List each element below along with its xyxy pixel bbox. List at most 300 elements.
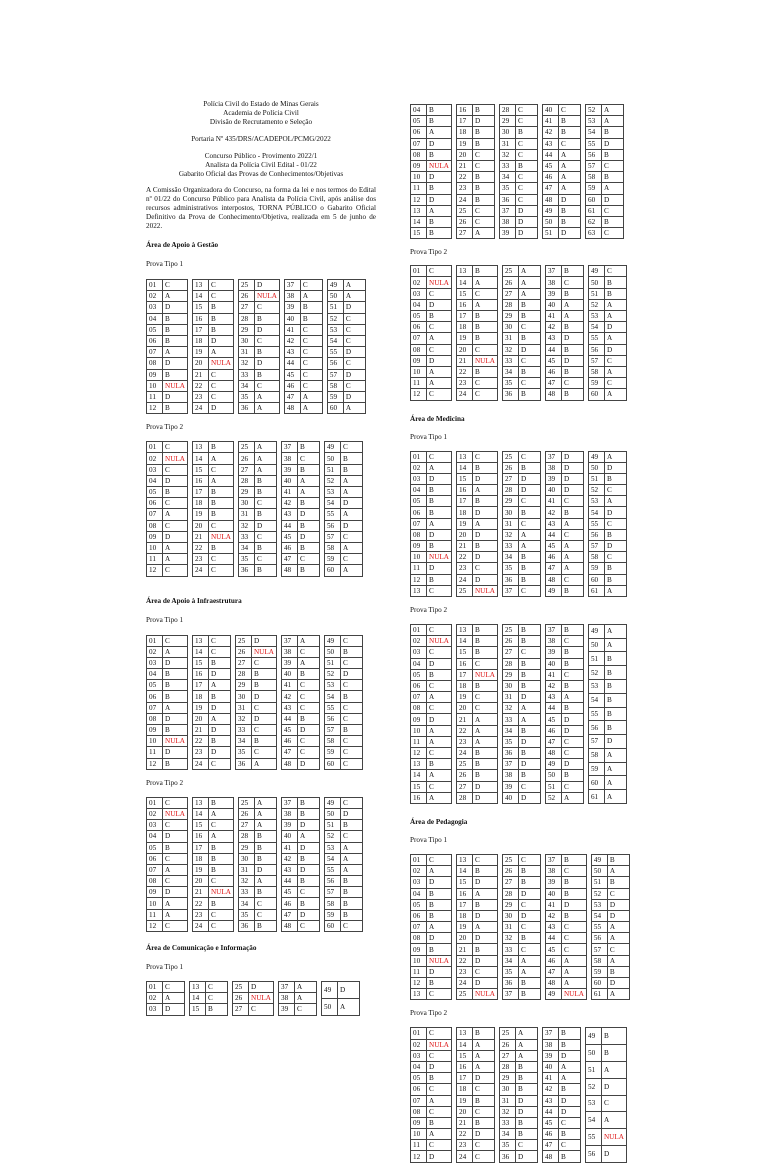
answer-row (192, 324, 233, 335)
question-number: 22 (192, 736, 208, 747)
answer-row (502, 725, 540, 736)
answer-row (281, 909, 319, 920)
answer-row (499, 194, 537, 205)
answer-grid (146, 279, 376, 414)
answer-value: B (561, 507, 583, 518)
answer-value: C (163, 797, 188, 808)
answer-value: B (604, 563, 626, 574)
answer-row (588, 624, 626, 638)
answer-value: A (163, 509, 188, 520)
answer-row (502, 680, 540, 691)
answer-value: C (427, 1028, 452, 1039)
answer-value: A (208, 475, 233, 486)
question-number: 25 (238, 280, 254, 291)
answer-value: A (601, 1112, 626, 1129)
answer-value: C (251, 725, 276, 736)
answer-row (588, 529, 626, 540)
question-number: 53 (588, 496, 604, 507)
question-number: 38 (278, 993, 294, 1004)
question-number: 37 (499, 205, 515, 216)
answer-row (238, 403, 279, 414)
answer-row (411, 748, 452, 759)
answer-value: B (254, 509, 276, 520)
answer-value: B (472, 899, 497, 910)
question-number: 17 (192, 680, 208, 691)
answer-value: C (300, 380, 322, 391)
question-number: 31 (238, 864, 254, 875)
answer-grid (146, 635, 376, 770)
question-number: 19 (192, 864, 208, 875)
answer-row (411, 160, 452, 171)
question-number: 51 (324, 657, 340, 668)
question-number: 60 (324, 565, 340, 576)
question-number: 02 (411, 1039, 427, 1050)
answer-row (411, 1106, 452, 1117)
answer-value: C (427, 1140, 452, 1151)
area-heading: Área de Comunicação e Informação (146, 944, 257, 952)
answer-value: B (254, 487, 276, 498)
question-number: 13 (456, 854, 472, 865)
answer-value: C (294, 1004, 316, 1015)
answer-value: B (297, 464, 319, 475)
answer-row (545, 552, 583, 563)
answer-row (499, 138, 537, 149)
answer-value: C (297, 747, 319, 758)
answer-value: C (427, 322, 452, 333)
answer-row (456, 462, 497, 473)
question-number: 15 (411, 228, 427, 239)
question-number: 59 (324, 554, 340, 565)
answer-value: C (515, 138, 537, 149)
answer-value: A (607, 989, 629, 1000)
answer-value: D (518, 792, 540, 803)
question-number: 45 (284, 369, 300, 380)
answer-value: B (297, 520, 319, 531)
answer-row (324, 820, 362, 831)
answer-value: A (558, 183, 580, 194)
answer-row (324, 542, 362, 553)
question-number: 24 (192, 920, 208, 931)
question-number: 53 (588, 311, 604, 322)
question-number: 39 (284, 302, 300, 313)
answer-row (192, 853, 233, 864)
answer-row (147, 487, 188, 498)
answer-value: C (561, 748, 583, 759)
question-number: 50 (588, 462, 604, 473)
answer-row (502, 518, 540, 529)
answer-row (324, 831, 362, 842)
answer-value: C (427, 647, 452, 658)
answer-value: D (472, 473, 497, 484)
answer-value: C (427, 585, 452, 596)
answer-row (588, 721, 626, 735)
answer-value: C (601, 228, 623, 239)
answer-row (499, 1073, 537, 1084)
answer-row (456, 680, 497, 691)
question-number: 05 (147, 842, 163, 853)
answer-row (456, 160, 494, 171)
answer-value: D (515, 1095, 537, 1106)
question-number: 57 (588, 541, 604, 552)
answer-value: C (297, 554, 319, 565)
answer-value: B (427, 669, 452, 680)
answer-row (147, 797, 188, 808)
question-number: 49 (324, 797, 340, 808)
answer-row (238, 313, 279, 324)
answer-row (238, 898, 276, 909)
answer-row (411, 955, 452, 966)
answer-row (545, 866, 586, 877)
answer-value: A (561, 541, 583, 552)
question-number: 05 (411, 899, 427, 910)
answer-value: B (427, 944, 452, 955)
answer-row (588, 666, 626, 680)
answer-value: C (208, 565, 233, 576)
answer-value: C (297, 920, 319, 931)
answer-row (499, 127, 537, 138)
answer-value: A (163, 702, 188, 713)
answer-value: D (607, 899, 629, 910)
question-number: 38 (502, 770, 518, 781)
answer-value: A (254, 808, 276, 819)
answer-row (324, 565, 362, 576)
answer-row (411, 1129, 452, 1140)
answer-value: B (297, 876, 319, 887)
answer-row (591, 989, 629, 1000)
answer-row (456, 1084, 494, 1095)
question-number: 51 (585, 1061, 601, 1078)
answer-value: NULA (249, 993, 274, 1004)
answer-row (324, 853, 362, 864)
question-number: 31 (499, 138, 515, 149)
answer-value: B (427, 910, 452, 921)
answer-row (588, 462, 626, 473)
answer-value: B (472, 624, 497, 635)
answer-row (147, 691, 188, 702)
answer-row (456, 781, 497, 792)
answer-row (545, 266, 583, 277)
answer-row (284, 280, 322, 291)
question-number: 16 (456, 105, 472, 116)
answer-row (147, 475, 188, 486)
question-number: 08 (147, 520, 163, 531)
answer-value: A (601, 1061, 626, 1078)
answer-value: C (518, 854, 540, 865)
answer-value: C (163, 498, 188, 509)
answer-row (588, 266, 626, 277)
answer-row (545, 922, 586, 933)
question-number: 40 (281, 669, 297, 680)
answer-row (585, 1078, 626, 1095)
answer-value: C (208, 820, 233, 831)
answer-row (502, 966, 540, 977)
answer-row (545, 473, 583, 484)
question-number: 34 (238, 542, 254, 553)
question-number: 43 (545, 333, 561, 344)
answer-value: D (340, 520, 362, 531)
answer-row (456, 1129, 494, 1140)
question-number: 30 (235, 691, 251, 702)
answer-value: C (472, 658, 497, 669)
answer-row (411, 966, 452, 977)
answer-value: A (297, 635, 319, 646)
answer-value: C (208, 520, 233, 531)
question-number: 37 (545, 451, 561, 462)
answer-row (238, 820, 276, 831)
question-number: 32 (238, 876, 254, 887)
document-header (146, 100, 376, 179)
question-number: 50 (321, 998, 337, 1015)
answer-value: A (518, 714, 540, 725)
answer-value: A (294, 993, 316, 1004)
answer-group (324, 441, 363, 576)
answer-value: D (518, 888, 540, 899)
answer-row (411, 462, 452, 473)
question-number: 38 (281, 453, 297, 464)
answer-row (588, 735, 626, 749)
question-number: 25 (502, 451, 518, 462)
answer-row (456, 541, 497, 552)
answer-value: B (254, 853, 276, 864)
question-number: 11 (147, 554, 163, 565)
question-number: 06 (147, 335, 163, 346)
answer-row (456, 228, 494, 239)
question-number: 54 (324, 691, 340, 702)
answer-row (278, 1004, 316, 1015)
question-number: 37 (278, 982, 294, 993)
question-number: 30 (502, 910, 518, 921)
question-number: 59 (588, 762, 604, 776)
answer-row (502, 507, 540, 518)
answer-row (238, 391, 279, 402)
question-number: 46 (545, 725, 561, 736)
question-number: 04 (147, 475, 163, 486)
answer-row (588, 518, 626, 529)
answer-row (502, 922, 540, 933)
question-number: 37 (281, 635, 297, 646)
answer-value: B (558, 1028, 580, 1039)
answer-value: C (254, 531, 276, 542)
answer-value: B (297, 542, 319, 553)
answer-row (411, 944, 452, 955)
answer-row (588, 299, 626, 310)
answer-value: D (561, 355, 583, 366)
answer-row (545, 736, 583, 747)
answer-row (542, 216, 580, 227)
answer-value: C (300, 369, 322, 380)
question-number: 12 (411, 194, 427, 205)
answer-value: A (427, 692, 452, 703)
answer-value: A (427, 205, 452, 216)
question-number: 51 (591, 877, 607, 888)
answer-value: B (427, 311, 452, 322)
answer-row (411, 910, 452, 921)
answer-value: B (254, 887, 276, 898)
question-number: 01 (411, 451, 427, 462)
answer-group (456, 854, 498, 1000)
answer-row (502, 541, 540, 552)
answer-value: B (163, 324, 188, 335)
question-number: 50 (585, 1045, 601, 1062)
answer-row (502, 344, 540, 355)
question-number: 54 (585, 127, 601, 138)
question-number: 39 (281, 820, 297, 831)
answer-value: B (601, 1028, 626, 1045)
answer-value: A (607, 922, 629, 933)
answer-value: B (604, 277, 626, 288)
answer-row (545, 933, 586, 944)
answer-row (499, 1061, 537, 1072)
question-number: 40 (284, 313, 300, 324)
answer-value: D (472, 1129, 494, 1140)
answer-value: C (297, 736, 319, 747)
answer-value: C (163, 982, 185, 993)
question-number: 60 (324, 758, 340, 769)
answer-value: C (340, 797, 362, 808)
answer-value: B (561, 877, 586, 888)
answer-value: D (297, 725, 319, 736)
answer-value: A (300, 403, 322, 414)
answer-value: D (163, 475, 188, 486)
answer-value: D (472, 978, 497, 989)
answer-value: D (297, 842, 319, 853)
answer-row (411, 759, 452, 770)
question-number: 39 (281, 464, 297, 475)
answer-row (284, 313, 322, 324)
answer-row (456, 116, 494, 127)
question-number: 16 (192, 313, 208, 324)
answer-group (502, 854, 541, 1000)
answer-value: A (558, 149, 580, 160)
question-number: 53 (585, 1095, 601, 1112)
question-number: 53 (585, 116, 601, 127)
answer-value: B (427, 485, 452, 496)
question-number: 05 (147, 487, 163, 498)
answer-row (233, 993, 274, 1004)
answer-value: A (558, 172, 580, 183)
question-number: 04 (147, 669, 163, 680)
answer-row (502, 333, 540, 344)
question-number: 11 (411, 1140, 427, 1151)
answer-row (238, 853, 276, 864)
question-number: 28 (238, 313, 254, 324)
answer-row (281, 520, 319, 531)
answer-group (456, 451, 498, 597)
question-number: 50 (542, 216, 558, 227)
question-number: 30 (502, 322, 518, 333)
answer-value: A (427, 1129, 452, 1140)
question-number: 34 (499, 1129, 515, 1140)
question-number: 16 (192, 831, 208, 842)
question-number: 40 (542, 105, 558, 116)
answer-value: C (300, 335, 322, 346)
question-number: 24 (456, 574, 472, 585)
answer-row (147, 646, 188, 657)
answer-row (545, 389, 583, 400)
question-number: 27 (238, 302, 254, 313)
answer-row (542, 149, 580, 160)
question-number: 20 (456, 1106, 472, 1117)
answer-value: D (427, 1061, 452, 1072)
answer-row (411, 574, 452, 585)
answer-value: C (604, 518, 626, 529)
answer-grid (410, 104, 640, 239)
answer-value: D (254, 864, 276, 875)
answer-value: B (604, 288, 626, 299)
question-number: 15 (411, 781, 427, 792)
answer-value: C (163, 876, 188, 887)
question-number: 12 (147, 920, 163, 931)
answer-row (192, 657, 230, 668)
answer-row (588, 680, 626, 694)
answer-row (411, 736, 452, 747)
answer-group (146, 441, 188, 576)
answer-group (585, 1027, 627, 1162)
answer-row (411, 978, 452, 989)
answer-value: A (208, 453, 233, 464)
answer-value: B (604, 693, 626, 707)
answer-value: B (518, 725, 540, 736)
answer-value: NULA (163, 736, 188, 747)
answer-row (456, 703, 497, 714)
answer-value: C (427, 389, 452, 400)
answer-row (281, 635, 319, 646)
answer-row (456, 877, 497, 888)
answer-value: C (472, 344, 497, 355)
answer-row (411, 888, 452, 899)
answer-value: B (472, 194, 494, 205)
answer-row (238, 380, 279, 391)
answer-row (456, 955, 497, 966)
question-number: 45 (281, 531, 297, 542)
answer-row (545, 888, 586, 899)
answer-value: C (208, 758, 230, 769)
answer-value: C (472, 703, 497, 714)
answer-value: C (340, 747, 362, 758)
question-number: 24 (192, 565, 208, 576)
answer-row (456, 770, 497, 781)
answer-row (456, 944, 497, 955)
question-number: 47 (284, 391, 300, 402)
answer-value: D (208, 747, 230, 758)
answer-value: A (340, 842, 362, 853)
answer-row (456, 138, 494, 149)
answer-row (456, 1028, 494, 1039)
answer-row (502, 888, 540, 899)
question-number: 16 (192, 475, 208, 486)
question-number: 38 (499, 216, 515, 227)
answer-value: C (427, 680, 452, 691)
answer-value: C (427, 451, 452, 462)
answer-value: B (604, 666, 626, 680)
answer-group (146, 279, 188, 414)
answer-row (147, 747, 188, 758)
question-number: 01 (147, 442, 163, 453)
answer-value: B (515, 127, 537, 138)
question-number: 33 (502, 714, 518, 725)
answer-value: A (254, 442, 276, 453)
question-number: 28 (502, 888, 518, 899)
question-number: 55 (324, 509, 340, 520)
answer-row (192, 520, 233, 531)
answer-value: B (518, 299, 540, 310)
question-number: 16 (456, 658, 472, 669)
question-number: 31 (502, 518, 518, 529)
answer-value: C (343, 313, 365, 324)
question-number: 27 (502, 473, 518, 484)
question-number: 60 (591, 978, 607, 989)
answer-value: B (427, 759, 452, 770)
